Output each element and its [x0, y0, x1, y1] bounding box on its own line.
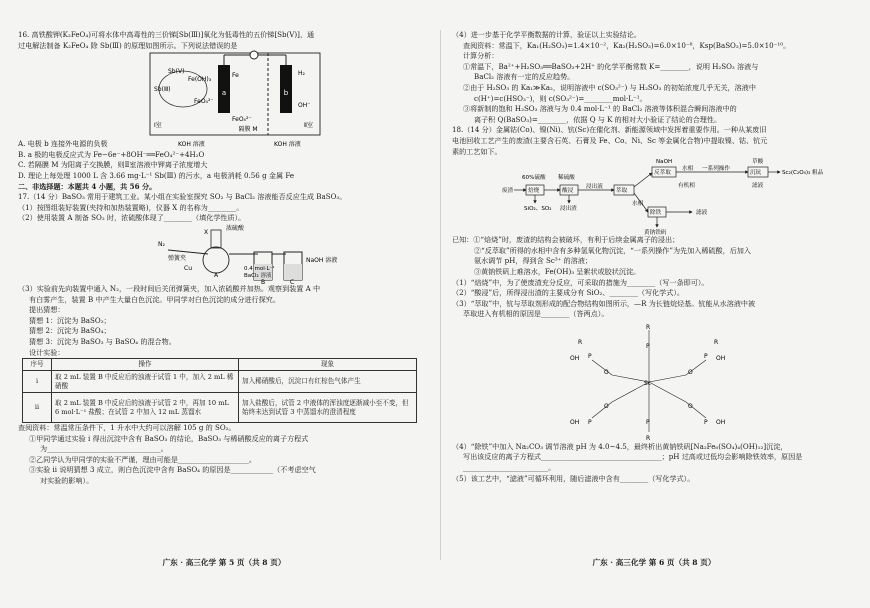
q17-line-3: （2）使用装置 A 制备 SO₂ 时，浓硫酸体现了________（填化学性质）。	[18, 213, 246, 223]
label-a-flask: A	[214, 271, 219, 279]
process-flowchart	[452, 157, 856, 235]
flow-roast: 焙烧	[528, 188, 540, 195]
page-6	[452, 30, 856, 608]
q17-3-design: 设计实验：	[29, 347, 65, 357]
flow-removefe: 除铁	[650, 210, 662, 217]
label-h2: H₂	[298, 70, 305, 78]
table-header-row	[23, 359, 417, 371]
struct-p-bl: P	[588, 418, 592, 426]
flow-slag2: 浸出渣	[560, 206, 577, 213]
flow-series: 一系列操作	[702, 166, 730, 173]
struct-r-2: R	[714, 338, 719, 346]
footer-right: 广东 · 高三化学 第 6 页（共 8 页）	[592, 558, 716, 567]
table-cell-id: ii	[23, 393, 52, 423]
q17-tail-4: ②乙同学认为甲同学的实验不严谨，理由可能是____________________。	[29, 454, 256, 464]
q18-line-1: 18.（14 分）金属钴(Co)、镍(Ni)、钪(Sc)在催化剂、新能源领域中发挥着重要作用。一种从某废旧	[452, 125, 767, 135]
apparatus-svg	[18, 224, 430, 284]
struct-p-tr: P	[704, 352, 708, 360]
q18-3b: 萃取进入有机相的原因是________（答两点）。	[463, 309, 609, 319]
q16-option-c: C. 若隔膜 M 为阳离子交换膜，则Ⅱ室溶液中钾离子浓度增大	[18, 160, 208, 170]
label-c-bottle: C	[290, 278, 295, 286]
flow-leach: 酸浸	[562, 188, 574, 195]
apparatus-diagram	[18, 224, 430, 284]
flow-back: 反萃取	[654, 170, 671, 177]
table-cell-res: 加入稀硝酸后，沉淀口有红棕色气体产生	[239, 371, 417, 393]
table-cell-op: 取 2 mL 装置 B 中反应后的浊液于试管 1 中，加入 2 mL 稀硝酸	[52, 371, 239, 393]
q17-3-guess-1: 猜想 1：沉淀为 BaSO₃；	[29, 315, 111, 325]
q17-3-line-3: 提出猜想：	[29, 305, 65, 315]
struct-r-bottom: R	[646, 434, 651, 442]
q17-tail-3: 为________________________________。	[40, 444, 168, 454]
funnel-x	[211, 230, 221, 248]
flow-oxalic: 草酸	[752, 159, 764, 166]
label-b: b	[283, 89, 289, 98]
flow-filt: 滤液	[752, 183, 764, 190]
q17-4-line-6: ②由于 H₂SO₃ 的 Ka₁≫Ka₂，说明溶液中 c(SO₃²⁻) 与 H₂SO₃ 的初始浓度几乎无关，溶液中	[463, 82, 756, 92]
struct-o-1: O	[604, 368, 609, 376]
struct-oh-4: OH	[716, 418, 726, 426]
label-a: a	[221, 89, 227, 98]
q17-4-line-8: ③将新制的饱和 H₂SO₃ 溶液与为 0.4 mol·L⁻¹ 的 BaCl₂ 溶液等体积混合瞬间溶液中的	[463, 104, 737, 114]
note-4: ③黄钠铁矾上难溶水，Fe(OH)₃ 呈絮状或胶状沉淀。	[474, 266, 641, 276]
struct-p-top: P	[646, 342, 650, 350]
page-5	[18, 30, 430, 608]
flow-extract: 萃取	[616, 188, 628, 195]
q17-3-line-1: （3）实验前先向装置中通入 N₂，一段时间后关闭弹簧夹，加入浓硫酸并加热。观察到装置 A 中	[18, 283, 321, 293]
label-room2: Ⅱ室	[304, 122, 313, 130]
flask-a	[203, 247, 229, 273]
flow-product: Sc₂(C₂O₄)₃ 粗品	[782, 170, 824, 177]
q17-tail-5: ③实验 ii 说明猜想 3 成立，则白色沉淀中含有 BaSO₄ 的原因是____________（不考虑空气	[29, 465, 316, 475]
struct-center: Sc	[644, 379, 652, 387]
note-2: ②“反萃取”所得的水相中含有多种氢氧化物沉淀，“一系列操作”为先加入稀硫酸，后加入	[474, 245, 751, 255]
struct-p-tl: P	[588, 352, 592, 360]
structure-svg	[452, 320, 856, 442]
q17-3-guess-3: 猜想 3：沉淀为 BaSO₃ 与 BaSO₄ 的混合物。	[29, 336, 176, 346]
table-header-cell: 现象	[239, 359, 417, 371]
struct-r-top: R	[646, 323, 651, 331]
struct-o-2: O	[688, 368, 693, 376]
q18-4b: 写出该反应的离子方程式__________________________________；pH 过高或过低均会影响除铁效率，原因是	[463, 452, 803, 462]
q18-line-3: 素的工艺如下。	[452, 146, 502, 156]
q17-line-1: 17.（14 分）BaSO₃ 常用于建筑工业。某小组在实验室探究 SO₂ 与 BaCl₂ 溶液能否反应生成 BaSO₃。	[18, 192, 347, 202]
label-membrane: 隔膜 M	[238, 126, 258, 134]
complex-structure	[452, 320, 856, 442]
q18-5: （5）该工艺中，“滤液”可循环利用，随后滤液中含有________（写化学式）。	[452, 473, 695, 483]
struct-oh-2: OH	[716, 354, 726, 362]
flow-aq: 水相	[632, 201, 644, 208]
label-feo4: FeO₄²⁻	[194, 98, 214, 106]
struct-oh-3: OH	[570, 418, 580, 426]
label-koh1: KOH 溶液	[178, 141, 205, 149]
table-cell-id: i	[23, 371, 52, 393]
q18-line-2: 电池回收工艺产生的废渣(主要含石英、石膏及 Fe、Co、Ni、Sc 等金属化合物)中提取镍、钴、钪元	[452, 135, 768, 145]
q16-option-d: D. 理论上每处理 1000 L 含 3.66 mg·L⁻¹ Sb(Ⅲ) 的污水，a 电极消耗 0.56 g 金属 Fe	[18, 170, 295, 180]
flow-org: 有机相	[678, 183, 695, 190]
flow-jarosite: 黄钠铁矾	[644, 230, 667, 237]
section-heading: 二、非选择题：本题共 4 小题，共 56 分。	[18, 181, 157, 191]
label-sb3: Sb(Ⅲ)	[154, 86, 171, 94]
note-1: 已知：①“焙烧”时，废渣的结构会被破坏，有利于后续金属离子的浸出；	[452, 235, 680, 245]
flow-slag1: SiO₂、SO₂	[524, 206, 552, 213]
flow-water: 水相	[682, 166, 694, 173]
q17-4-line-9: 离子积 Q(BaSO₃)=________，依据 Q 与 K 的相对大小验证了结论的合理性。	[474, 114, 722, 124]
q17-4-line-4: ①常温下，Ba²⁺+H₂SO₃══BaSO₃+2H⁺ 的化学平衡常数 K=________，说明 H₂SO₃ 溶液与	[463, 61, 759, 71]
flowchart-svg	[452, 157, 856, 235]
label-feo4b: FeO₄²⁻	[232, 116, 252, 124]
q16-line-1: 16. 高铁酸钾(K₂FeO₄)可将水体中高毒性的三价锑[Sb(Ⅲ)]氧化为低毒性的五价锑[Sb(Ⅴ)]，通	[18, 30, 315, 39]
label-b-bottle: B	[261, 278, 266, 286]
struct-o-3: O	[604, 402, 609, 410]
label-oh: OH⁻	[298, 102, 311, 110]
flow-reagent2: 稀硫酸	[558, 175, 575, 182]
note-3: 氨水调节 pH，得到含 Sc³⁺ 的溶液；	[474, 256, 593, 266]
q18-4: （4）“除铁”中加入 Na₂CO₃ 调节溶液 pH 为 4.0~4.5，最终析出黄钠铁矾[Na₂Fe₆(SO₄)₄(OH)₁₂]沉淀，	[452, 441, 788, 451]
label-cu: Cu	[184, 264, 192, 272]
struct-o-4: O	[688, 402, 693, 410]
q17-4-line-3: 计算分析：	[463, 51, 499, 61]
flow-reagent1: 60%硫酸	[522, 175, 546, 182]
label-feoh: Fe(OH)₃	[188, 76, 212, 84]
q17-4-line-7: c(H⁺)=c(HSO₃⁻)，则 c(SO₃²⁻)=________mol·L⁻¹。	[474, 93, 647, 103]
label-bacl-conc: 0.4 mol·L⁻¹	[244, 265, 275, 272]
flow-sink: 沉钪	[750, 170, 762, 177]
flow-naoh: NaOH	[656, 159, 673, 166]
label-n2: N₂	[158, 240, 165, 248]
q17-tail-2: ①甲同学通过实验 i 得出沉淀中含有 BaSO₃ 的结论，BaSO₃ 与稀硝酸反应的离子方程式	[29, 433, 309, 443]
label-clip: 弹簧夹	[168, 254, 187, 262]
label-acid: 浓硫酸	[226, 224, 245, 232]
label-bacl: BaCl₂ 溶液	[244, 272, 272, 279]
experiment-table	[22, 358, 417, 423]
q17-4-line-2: 查阅资料：常温下，Ka₁(H₂SO₃)=1.4×10⁻²，Ka₂(H₂SO₃)=6.0×10⁻⁸，Ksp(BaSO₃)=5.0×10⁻¹⁰。	[463, 40, 791, 50]
table-cell-op: 取 2 mL 装置 B 中反应后的浊液于试管 2 中，再加 10 mL 6 mol·L⁻¹ 盐酸；在试管 2 中加入 12 mL 蒸馏水	[52, 393, 239, 423]
table-cell-res: 加入盐酸后，试管 2 中液体的浑浊度逐渐减小至不变，但始终未达到试管 3 中蒸馏水的澄清程度	[239, 393, 417, 423]
struct-oh-1: OH	[570, 354, 580, 362]
label-room1: Ⅰ室	[154, 122, 162, 130]
q16-line-2: 过电解法制备 K₂FeO₄ 除 Sb(Ⅲ) 的原理如图所示。下列说法错误的是	[18, 40, 238, 50]
footer-left: 广东 · 高三化学 第 5 页（共 8 页）	[162, 558, 286, 567]
q16-option-b: B. a 极的电极反应式为 Fe−6e⁻+8OH⁻══FeO₄²⁻+4H₂O	[18, 149, 205, 159]
label-x: X	[204, 228, 209, 236]
label-naoh: NaOH 溶液	[306, 256, 338, 264]
struct-p-bottom: P	[646, 418, 650, 426]
table-header-cell: 操作	[52, 359, 239, 371]
flow-filtrate: 滤液	[696, 210, 708, 217]
q17-4-line-1: （4）进一步基于化学平衡数据的计算，验证以上实验结论。	[452, 30, 641, 39]
q18-4c: ________________________。	[463, 463, 556, 473]
table-header-cell: 序号	[23, 359, 52, 371]
q18-3: （3）“萃取”中，钪与萃取剂形成的配合物结构如图所示，—R 为长链烷烃基。钪能从水溶液中被	[452, 298, 756, 308]
q17-line-2: （1）按图组装好装置(夹持和加热装置略)，仪器 X 的名称为________。	[18, 202, 244, 212]
q18-2: （2）“酸浸”后，所得浸出渣的主要成分有 SiO₂、________（写化学式）。	[452, 288, 684, 298]
q17-tail-1: 查阅资料：常温常压条件下，1 升水中大约可以溶解 105 g 的 SO₂。	[18, 423, 236, 433]
table-row	[23, 371, 417, 393]
label-fe: Fe	[232, 72, 239, 80]
q18-1: （1）“焙烧”中，为了使废渣充分反应，可采取的措施为________（写一条即可）。	[452, 277, 709, 287]
struct-r-1: R	[578, 338, 583, 346]
n2-tube	[168, 250, 208, 254]
q17-4-line-5: BaCl₂ 溶液有一定的反应趋势。	[474, 72, 575, 82]
flow-leach2: 浸出液	[586, 184, 603, 191]
q17-tail-6: 对实验的影响）。	[40, 476, 94, 486]
q17-3-guess-2: 猜想 2：沉淀为 BaSO₄；	[29, 326, 111, 336]
column-divider	[440, 30, 441, 560]
label-sb5: Sb(Ⅴ)	[168, 68, 185, 76]
q16-option-a: A. 电极 b 连接外电源的负极	[18, 139, 108, 149]
flow-start: 废渣	[502, 188, 514, 195]
struct-p-br: P	[704, 418, 708, 426]
label-koh2: KOH 溶液	[274, 141, 301, 149]
table-row	[23, 393, 417, 423]
power-source	[250, 51, 258, 59]
q17-3-line-2: 有白雾产生，装置 B 中产生大量白色沉淀。甲同学对白色沉淀的成分进行探究。	[29, 294, 280, 304]
